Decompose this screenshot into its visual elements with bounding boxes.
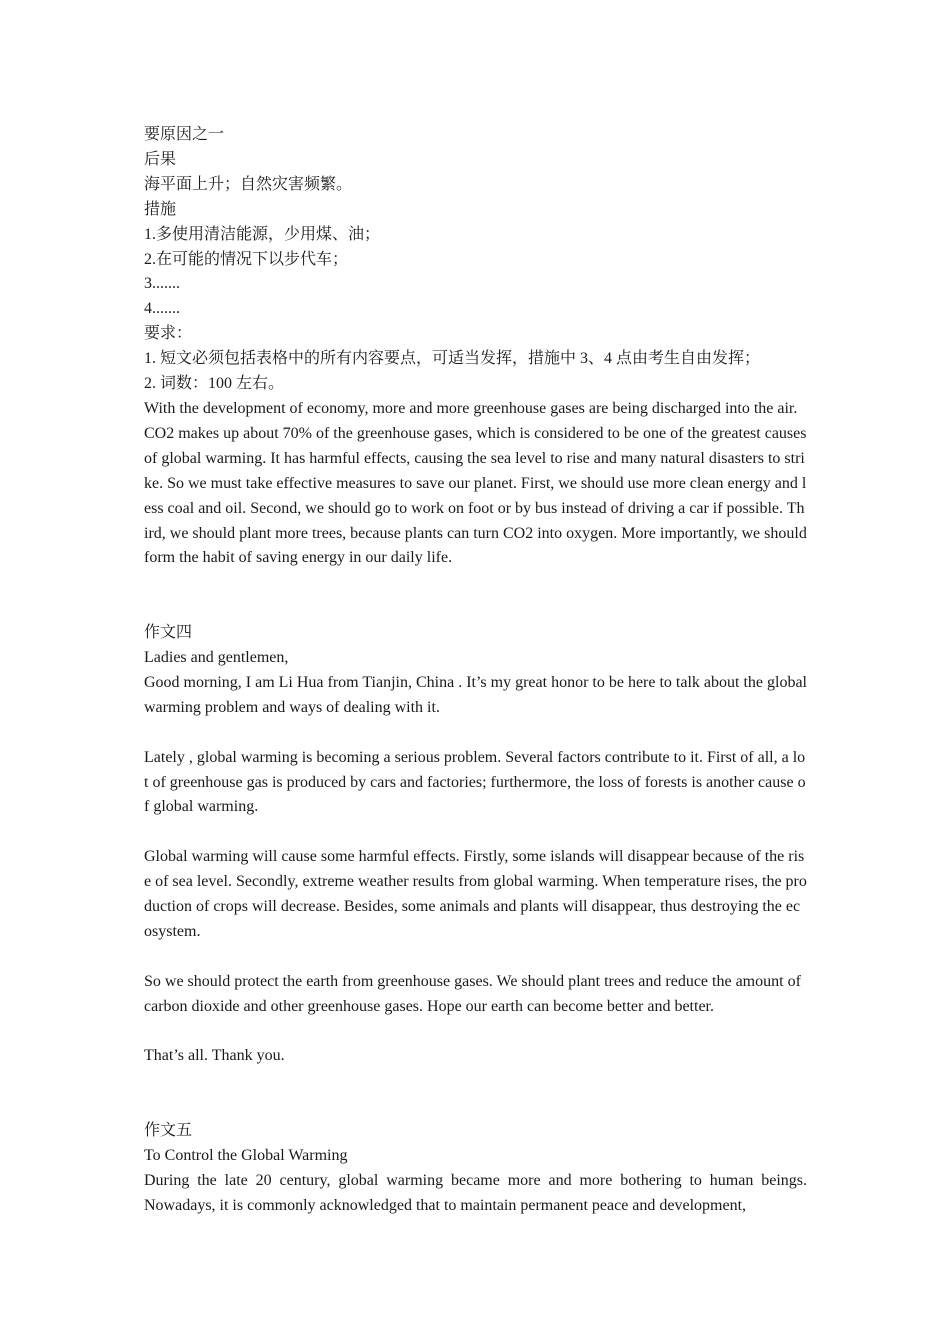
measure-item: 4....... (144, 300, 180, 318)
measure-item: 1.多使用清洁能源，少用煤、油； (144, 225, 381, 243)
essay-four-paragraph: Lately , global warming is becoming a serious problem. Several factors contribute to it. First of all, a lot of greenhouse gas is produced by cars and factories; furthermore, the loss of forests is another cause of global warming. (144, 748, 806, 816)
essay-four-greeting: Ladies and gentlemen, (144, 649, 289, 667)
requirement-item: 1. 短文必须包括表格中的所有内容要点，可适当发挥，措施中 3、4 点由考生自由发挥； (144, 350, 761, 368)
spacer (144, 1020, 807, 1045)
spacer (144, 1069, 807, 1119)
essay-five-paragraph: During the late 20 century, global warming became more and more bothering to human beings. Nowadays, it is commonly acknowledged that to maintain permanent peace and development, (144, 1171, 807, 1214)
outline-reason-tail: 要原因之一 (144, 126, 225, 143)
spacer (144, 945, 807, 970)
consequence-heading: 后果 (144, 150, 177, 168)
spacer (144, 571, 807, 621)
essay-four-paragraph: Global warming will cause some harmful effects. Firstly, some islands will disappear because of the rise of sea level. Secondly, extreme weather results from global warming. When temperature rises, the production of crops will decrease. Besides, some animals and plants will disappear, thus destroying the ecosystem. (144, 848, 807, 940)
sample-essay-paragraph: With the development of economy, more and more greenhouse gases are being discharged into the air. CO2 makes up about 70% of the greenhouse gases, which is considered to be one of the greatest causes of global warming. It has harmful effects, causing the sea level to rise and many natural disasters to strike. So we must take effective measures to save our planet. First, we should use more clean energy and less coal and oil. Second, we should go to work on foot or by bus instead of driving a car if possible. Third, we should plant more trees, because plants can turn CO2 into oxygen. More importantly, we should form the habit of saving energy in our daily life. (144, 399, 807, 567)
measure-item: 2.在可能的情况下以步代车； (144, 250, 349, 268)
essay-five-title: To Control the Global Warming (144, 1147, 348, 1165)
consequence-text: 海平面上升；自然灾害频繁。 (144, 175, 353, 193)
measure-item: 3....... (144, 275, 180, 293)
document-page (144, 123, 807, 1219)
requirement-item: 2. 词数：100 左右。 (144, 375, 285, 393)
essay-five-heading: 作文五 (144, 1122, 193, 1140)
measures-heading: 措施 (144, 200, 177, 218)
spacer (144, 721, 807, 746)
essay-four-paragraph: Good morning, I am Li Hua from Tianjin, China . It’s my great honor to be here to talk about the global warming problem and ways of dealing with it. (144, 673, 807, 716)
spacer (144, 820, 807, 845)
essay-four-paragraph: So we should protect the earth from greenhouse gases. We should plant trees and reduce the amount of carbon dioxide and other greenhouse gases. Hope our earth can become better and better. (144, 972, 801, 1015)
essay-four-heading: 作文四 (144, 624, 193, 642)
requirements-heading: 要求： (144, 325, 193, 343)
essay-four-closing: That’s all. Thank you. (144, 1047, 285, 1065)
